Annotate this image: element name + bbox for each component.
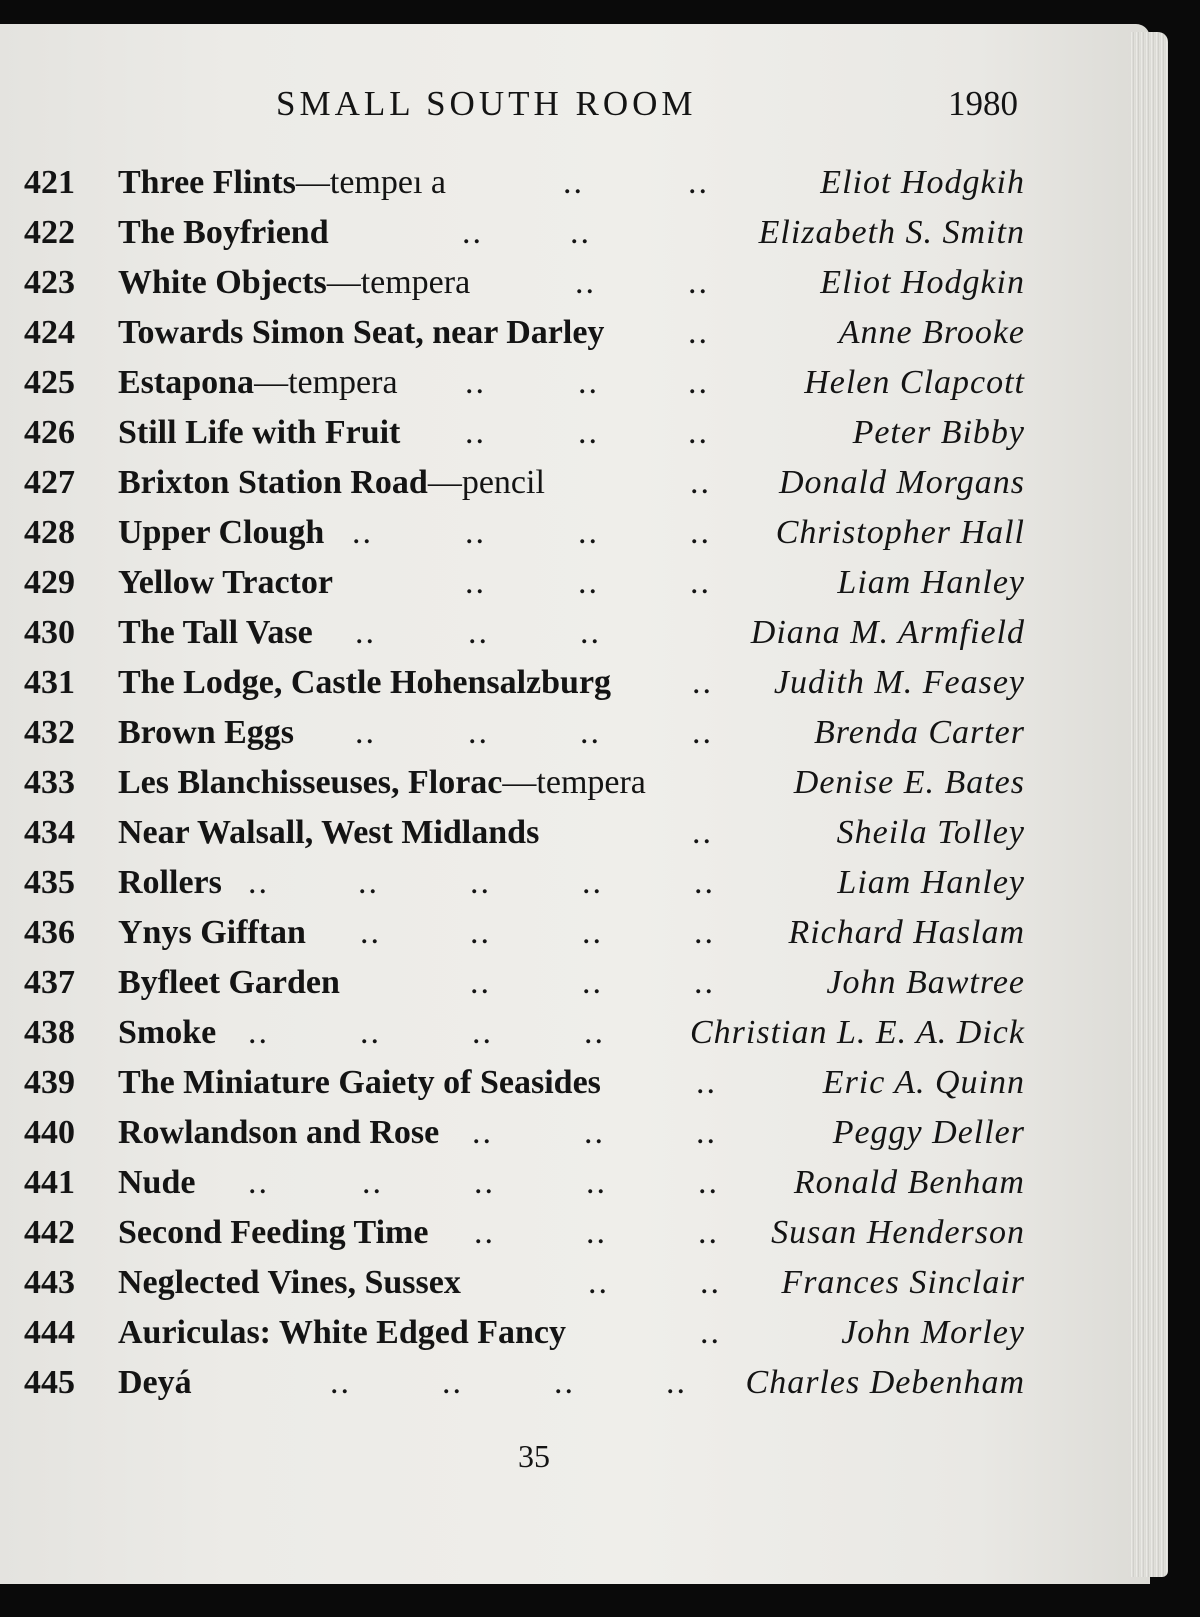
entry-title: Smoke [118,1014,217,1051]
leader-dots: .. [586,1214,607,1251]
entry-row [0,658,1150,708]
leader-dots: .. [554,1364,575,1401]
entry-number: 428 [24,514,75,551]
entry-title-wrap [118,858,222,908]
leader-dots: .. [468,614,489,651]
entry-artist: Judith M. Feasey [773,664,1025,701]
entry-number: 425 [24,364,75,401]
leader-dots: .. [586,1164,607,1201]
entry-number: 422 [24,214,75,251]
entry-title: Neglected Vines, Sussex [118,1264,461,1301]
entry-title: Deyá [118,1364,192,1401]
entry-artist: Frances Sinclair [781,1264,1025,1301]
leader-dots: .. [575,264,596,301]
entry-row [0,358,1150,408]
leader-dots: .. [690,564,711,601]
entry-artist: Liam Hanley [837,864,1025,901]
leader-dots: .. [563,164,584,201]
entry-title: White Objects [118,264,327,301]
entry-artist: Peggy Deller [832,1114,1025,1151]
leader-dots: .. [362,1164,383,1201]
entry-number: 443 [24,1264,75,1301]
leader-dots: .. [474,1214,495,1251]
entry-artist: Anne Brooke [838,314,1025,351]
entry-number: 430 [24,614,75,651]
entry-title: Second Feeding Time [118,1214,429,1251]
entry-medium: —tempera [254,364,398,401]
entry-artist: Sheila Tolley [836,814,1025,851]
entry-number: 434 [24,814,75,851]
leader-dots: .. [588,1264,609,1301]
entry-artist: Peter Bibby [852,414,1025,451]
entry-medium: —tempeı a [295,164,446,201]
entry-medium: —tempera [502,764,646,801]
entry-number: 439 [24,1064,75,1101]
entry-row [0,1108,1150,1158]
leader-dots: .. [696,1114,717,1151]
entry-number: 436 [24,914,75,951]
entry-row [0,1258,1150,1308]
entry-title-wrap [118,958,340,1008]
entry-artist: Christopher Hall [775,514,1025,551]
entry-artist: Eliot Hodgkin [820,264,1025,301]
entry-artist: Donald Morgans [778,464,1025,501]
entry-title: The Miniature Gaiety of Seasides [118,1064,601,1101]
leader-dots: .. [248,864,269,901]
entries-list [0,158,1150,1408]
entry-title-wrap [118,558,333,608]
leader-dots: .. [470,864,491,901]
entry-row [0,458,1150,508]
entry-artist: Brenda Carter [813,714,1025,751]
leader-dots: .. [698,1164,719,1201]
leader-dots: .. [472,1014,493,1051]
entry-row [0,908,1150,958]
leader-dots: .. [700,1314,721,1351]
leader-dots: .. [472,1114,493,1151]
section-title: SMALL SOUTH ROOM [276,84,697,123]
leader-dots: .. [694,914,715,951]
entry-number: 435 [24,864,75,901]
entry-title-wrap [118,1308,566,1358]
leader-dots: .. [360,914,381,951]
leader-dots: .. [355,614,376,651]
entry-artist: Christian L. E. A. Dick [690,1014,1025,1051]
entry-title-wrap [118,1008,216,1058]
leader-dots: .. [584,1014,605,1051]
leader-dots: .. [688,414,709,451]
leader-dots: .. [360,1014,381,1051]
leader-dots: .. [578,564,599,601]
leader-dots: .. [465,564,486,601]
entry-row [0,858,1150,908]
leader-dots: .. [696,1064,717,1101]
entry-artist: Eric A. Quinn [822,1064,1025,1101]
entry-row [0,208,1150,258]
entry-title-wrap [118,758,646,808]
entry-number: 441 [24,1164,75,1201]
entry-row [0,1058,1150,1108]
leader-dots: .. [578,364,599,401]
entry-title-wrap [118,1108,439,1158]
entry-title: Byfleet Garden [118,964,340,1001]
leader-dots: .. [582,964,603,1001]
entry-artist: Liam Hanley [837,564,1025,601]
entry-title-wrap [118,308,604,358]
leader-dots: .. [690,514,711,551]
entry-row [0,958,1150,1008]
leader-dots: .. [694,864,715,901]
entry-row [0,158,1150,208]
entry-row [0,1008,1150,1058]
leader-dots: .. [355,714,376,751]
entry-number: 440 [24,1114,75,1151]
entry-title-wrap [118,258,470,308]
entry-number: 444 [24,1314,75,1351]
leader-dots: .. [688,364,709,401]
entry-title: Estapona [118,364,255,401]
entry-title: Rowlandson and Rose [118,1114,440,1151]
entry-number: 427 [24,464,75,501]
leader-dots: .. [690,464,711,501]
entry-artist: Helen Clapcott [804,364,1025,401]
entry-row [0,308,1150,358]
entry-title-wrap [118,1358,192,1408]
entry-number: 431 [24,664,75,701]
entry-title-wrap [118,458,545,508]
entry-title-wrap [118,808,539,858]
leader-dots: .. [580,614,601,651]
entry-artist: John Morley [841,1314,1025,1351]
leader-dots: .. [692,664,713,701]
entry-row [0,558,1150,608]
entry-number: 426 [24,414,75,451]
leader-dots: .. [698,1214,719,1251]
entry-title: Brown Eggs [118,714,295,751]
entry-number: 433 [24,764,75,801]
entry-title: Brixton Station Road [118,464,428,501]
entry-title-wrap [118,508,324,558]
leader-dots: .. [465,364,486,401]
entry-number: 442 [24,1214,75,1251]
leader-dots: .. [700,1264,721,1301]
leader-dots: .. [442,1364,463,1401]
entry-number: 437 [24,964,75,1001]
entry-title: Near Walsall, West Midlands [118,814,540,851]
leader-dots: .. [584,1114,605,1151]
entry-title: Still Life with Fruit [118,414,401,451]
leader-dots: .. [465,514,486,551]
entry-row [0,258,1150,308]
leader-dots: .. [474,1164,495,1201]
entry-number: 432 [24,714,75,751]
entry-title: Upper Clough [118,514,325,551]
entry-title: The Lodge, Castle Hohensalzburg [118,664,612,701]
leader-dots: .. [692,814,713,851]
entry-number: 421 [24,164,75,201]
leader-dots: .. [570,214,591,251]
leader-dots: .. [330,1364,351,1401]
entry-title: The Boyfriend [118,214,329,251]
entry-title-wrap [118,608,313,658]
entry-title: Les Blanchisseuses, Florac [118,764,503,801]
entry-title-wrap [118,158,446,208]
entry-artist: Denise E. Bates [793,764,1025,801]
entry-row [0,1308,1150,1358]
leader-dots: .. [470,914,491,951]
year: 1980 [948,84,1018,123]
entry-row [0,1208,1150,1258]
entry-row [0,508,1150,558]
entry-number: 423 [24,264,75,301]
entry-title: Nude [118,1164,196,1201]
entry-artist: Susan Henderson [771,1214,1025,1251]
entry-title-wrap [118,1208,428,1258]
leader-dots: .. [470,964,491,1001]
page-number: 35 [518,1438,550,1474]
leader-dots: .. [352,514,373,551]
entry-artist: Diana M. Armfield [750,614,1025,651]
entry-artist: Richard Haslam [788,914,1025,951]
leader-dots: .. [248,1014,269,1051]
leader-dots: .. [468,714,489,751]
entry-title-wrap [118,1058,601,1108]
entry-number: 429 [24,564,75,601]
entry-title-wrap [118,658,611,708]
entry-title: The Tall Vase [118,614,313,651]
entry-title-wrap [118,408,400,458]
entry-artist: Charles Debenham [745,1364,1025,1401]
entry-row [0,808,1150,858]
page-header [0,84,1150,134]
leader-dots: .. [580,714,601,751]
entry-artist: Elizabeth S. Smitn [758,214,1025,251]
leader-dots: .. [465,414,486,451]
leader-dots: .. [358,864,379,901]
entry-title-wrap [118,708,294,758]
leader-dots: .. [694,964,715,1001]
entry-title-wrap [118,1158,195,1208]
leader-dots: .. [578,514,599,551]
entry-number: 424 [24,314,75,351]
entry-row [0,1158,1150,1208]
entry-title: Rollers [118,864,222,901]
entry-title: Towards Simon Seat, near Darley [118,314,605,351]
leader-dots: .. [582,864,603,901]
leader-dots: .. [248,1164,269,1201]
entry-title-wrap [118,1258,461,1308]
entry-number: 445 [24,1364,75,1401]
entry-title-wrap [118,908,306,958]
leader-dots: .. [578,414,599,451]
entry-row [0,608,1150,658]
entry-number: 438 [24,1014,75,1051]
leader-dots: .. [688,264,709,301]
entry-row [0,758,1150,808]
entry-row [0,408,1150,458]
leader-dots: .. [688,164,709,201]
entry-title: Three Flints [118,164,296,201]
entry-artist: Ronald Benham [793,1164,1025,1201]
entry-artist: Eliot Hodgkih [820,164,1025,201]
leader-dots: .. [666,1364,687,1401]
entry-title-wrap [118,208,329,258]
entry-title: Auriculas: White Edged Fancy [118,1314,567,1351]
entry-row [0,1358,1150,1408]
entry-title: Ynys Gifftan [118,914,306,951]
entry-medium: —pencil [427,464,545,501]
entry-medium: —tempera [326,264,471,301]
entry-title-wrap [118,358,398,408]
leader-dots: .. [692,714,713,751]
entry-title: Yellow Tractor [118,564,333,601]
leader-dots: .. [582,914,603,951]
entry-row [0,708,1150,758]
leader-dots: .. [462,214,483,251]
leader-dots: .. [688,314,709,351]
entry-artist: John Bawtree [826,964,1025,1001]
